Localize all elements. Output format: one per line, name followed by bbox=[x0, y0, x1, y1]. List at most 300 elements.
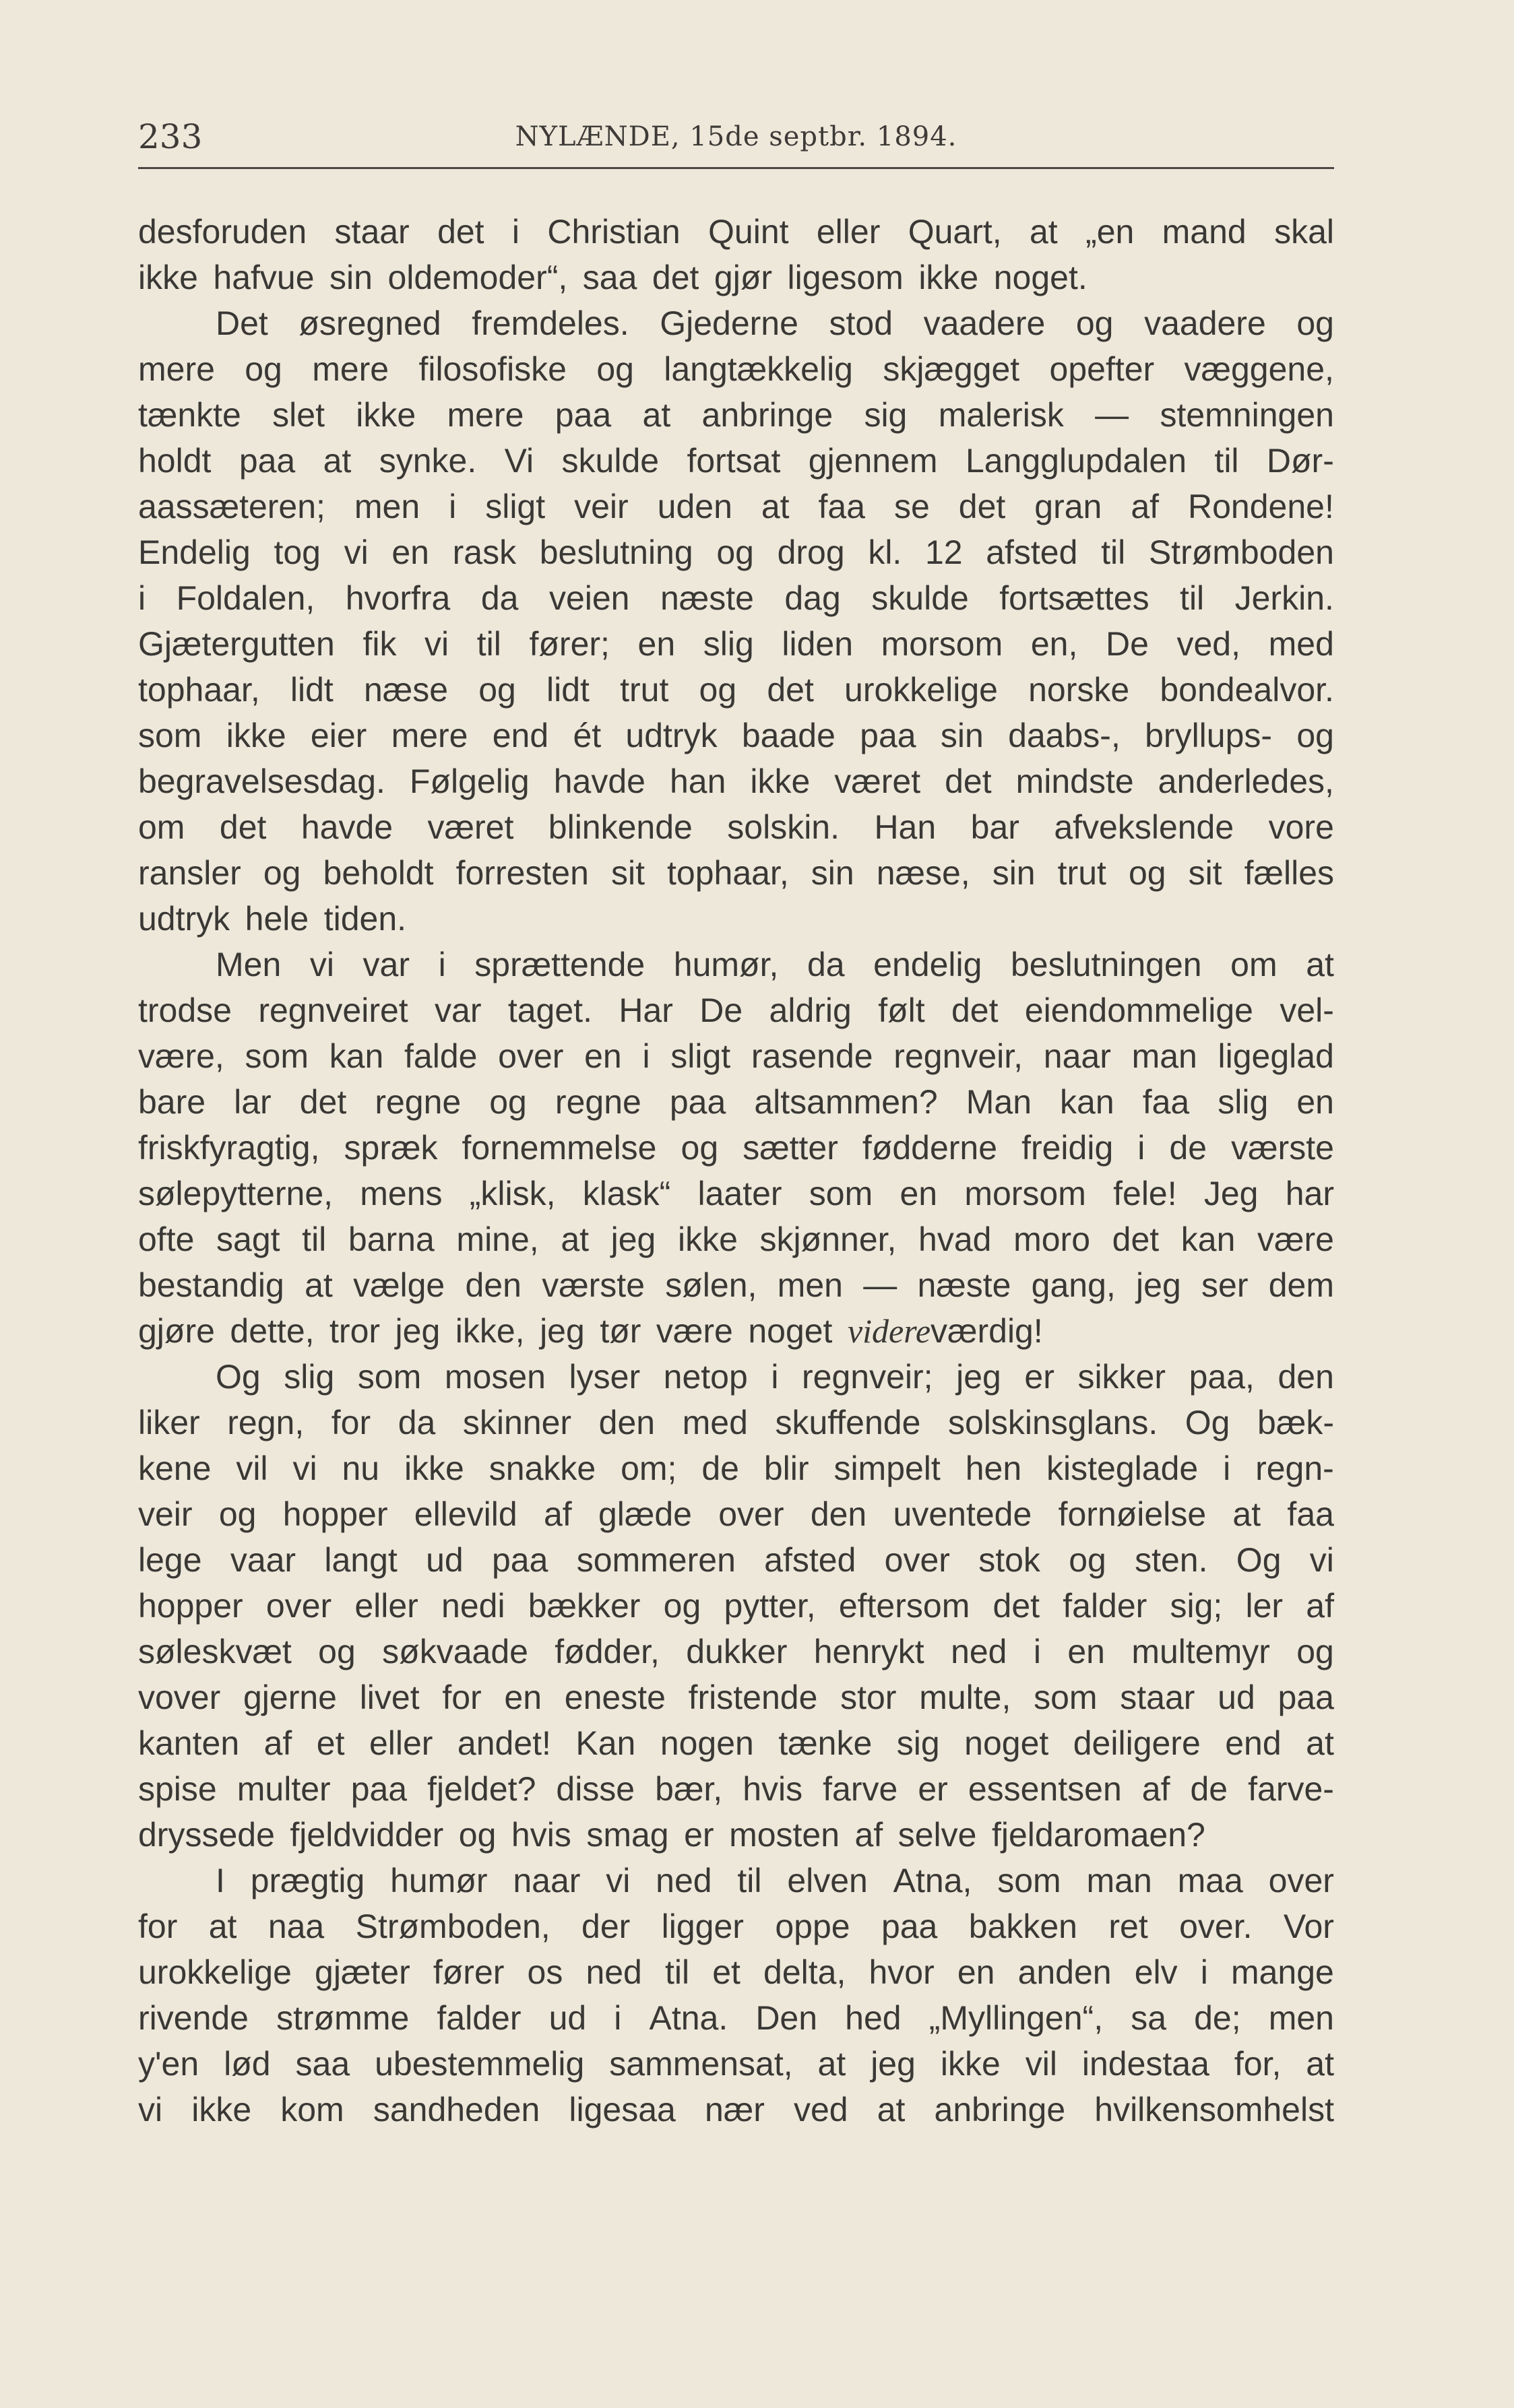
word: søleskvæt bbox=[138, 1633, 292, 1670]
word: solskin. bbox=[727, 808, 840, 846]
word: da bbox=[398, 1404, 436, 1441]
word: Langglupdalen bbox=[965, 442, 1187, 480]
word: mosten bbox=[729, 1816, 840, 1854]
word: som bbox=[245, 1037, 309, 1075]
word: regne bbox=[555, 1083, 641, 1121]
word: hafvue bbox=[213, 259, 315, 296]
word: ofte bbox=[138, 1221, 195, 1258]
word: kan bbox=[1060, 1083, 1114, 1121]
word: at bbox=[208, 1908, 237, 1945]
running-head: NYLÆNDE, 15de septbr. 1894. bbox=[515, 121, 957, 152]
word: sin bbox=[940, 717, 984, 754]
text-line bbox=[138, 1674, 1334, 1720]
word: vi bbox=[138, 2091, 163, 2128]
word: vaar bbox=[230, 1541, 296, 1579]
word: begravelsesdag. bbox=[138, 762, 385, 800]
word: tror bbox=[329, 1312, 381, 1350]
word: fødder, bbox=[555, 1633, 660, 1670]
word: anbringe bbox=[701, 396, 833, 434]
word: liden bbox=[782, 625, 854, 663]
word: desforuden bbox=[138, 213, 307, 251]
word: sommeren bbox=[576, 1541, 736, 1579]
word: ret bbox=[1108, 1908, 1148, 1945]
word: Jeg bbox=[1203, 1175, 1259, 1212]
word: søkvaade bbox=[382, 1633, 528, 1670]
word: at bbox=[817, 2045, 846, 2083]
word: til bbox=[302, 1221, 327, 1258]
word: kan bbox=[329, 1037, 384, 1075]
word: tør bbox=[600, 1312, 641, 1350]
word: Strømboden, bbox=[355, 1908, 550, 1945]
word: Har bbox=[619, 991, 673, 1029]
word: fører bbox=[433, 1953, 505, 1991]
text-line bbox=[138, 392, 1334, 438]
word: et bbox=[712, 1953, 740, 1991]
word: at bbox=[761, 488, 790, 525]
word: væggene, bbox=[1184, 350, 1334, 388]
word: for, bbox=[1234, 2045, 1282, 2083]
word: henrykt bbox=[813, 1633, 924, 1670]
word: Foldalen, bbox=[176, 579, 315, 617]
word: af bbox=[854, 1816, 883, 1854]
word: vi bbox=[1309, 1541, 1334, 1579]
word: maa bbox=[1177, 1862, 1243, 1899]
word: bæk- bbox=[1257, 1404, 1334, 1441]
word: mere bbox=[391, 717, 468, 754]
word: anderledes, bbox=[1158, 762, 1334, 800]
word: men bbox=[777, 1266, 843, 1304]
word: jeg bbox=[395, 1312, 441, 1350]
word: ikke bbox=[226, 717, 286, 754]
text-line bbox=[138, 2041, 1334, 2087]
word: livet bbox=[359, 1679, 420, 1716]
word: ved, bbox=[1176, 625, 1241, 663]
word: over bbox=[265, 1587, 332, 1625]
word: til bbox=[476, 625, 501, 663]
word: ikke bbox=[750, 762, 811, 800]
word: at bbox=[1306, 946, 1334, 983]
word: ned bbox=[951, 1633, 1007, 1670]
word: og bbox=[1075, 304, 1114, 342]
word: humør bbox=[390, 1862, 488, 1899]
word: nedi bbox=[441, 1587, 505, 1625]
word: regne bbox=[375, 1083, 462, 1121]
text-line bbox=[138, 1033, 1334, 1079]
word: fele! bbox=[1113, 1175, 1177, 1212]
word: og bbox=[681, 1129, 719, 1167]
word: vil bbox=[236, 1450, 268, 1487]
word: staar bbox=[334, 213, 410, 251]
word: fjeldvidder bbox=[290, 1816, 444, 1854]
word: og bbox=[478, 671, 516, 709]
word: De bbox=[699, 991, 743, 1029]
word: „Myllingen“, bbox=[928, 1999, 1104, 2037]
word: ellevild bbox=[414, 1495, 517, 1533]
word: Atna, bbox=[893, 1862, 972, 1899]
word: spræk bbox=[344, 1129, 438, 1167]
word: skulde bbox=[561, 442, 660, 480]
word: drog bbox=[777, 533, 845, 571]
word: ikke bbox=[138, 259, 198, 296]
word: indestaa bbox=[1081, 2045, 1209, 2083]
word: kene bbox=[138, 1450, 212, 1487]
word: farve bbox=[823, 1770, 898, 1808]
text-line bbox=[138, 300, 1334, 346]
word: som bbox=[138, 717, 202, 754]
word: fælles bbox=[1244, 854, 1334, 892]
word: os bbox=[527, 1953, 563, 1991]
word: Endelig bbox=[138, 533, 251, 571]
word: og bbox=[1296, 1633, 1334, 1670]
word: skuffende bbox=[775, 1404, 921, 1441]
word: friskfyragtig, bbox=[138, 1129, 320, 1167]
word: lidt bbox=[290, 671, 334, 709]
text-line bbox=[138, 209, 1334, 255]
word: til bbox=[737, 1862, 762, 1899]
word: paa bbox=[860, 717, 916, 754]
word: ikke bbox=[356, 396, 416, 434]
text-line bbox=[138, 896, 1334, 942]
word: noget bbox=[964, 1724, 1049, 1762]
word: altsammen? bbox=[754, 1083, 938, 1121]
word: andet! bbox=[457, 1724, 551, 1762]
word: jeg bbox=[871, 2045, 916, 2083]
word: humør, bbox=[673, 946, 779, 983]
word: elven bbox=[787, 1862, 868, 1899]
word: jeg bbox=[956, 1358, 1001, 1396]
text-line bbox=[138, 2087, 1334, 2133]
word: i bbox=[511, 213, 520, 251]
word: sølepytterne, bbox=[138, 1175, 334, 1212]
word: paa bbox=[669, 1083, 726, 1121]
word: Den bbox=[755, 1999, 818, 2037]
word: „en bbox=[1085, 213, 1135, 251]
word: afsted bbox=[986, 533, 1078, 571]
word: tophaar, bbox=[667, 854, 789, 892]
word: tænke bbox=[778, 1724, 873, 1762]
word: naar bbox=[1043, 1037, 1111, 1075]
word: den bbox=[465, 1266, 522, 1304]
word: mens bbox=[360, 1175, 443, 1212]
word: og bbox=[318, 1633, 356, 1670]
word: liker bbox=[138, 1404, 200, 1441]
text-line bbox=[138, 484, 1334, 529]
word: slig bbox=[1218, 1083, 1269, 1121]
word: til bbox=[1214, 442, 1239, 480]
word: anden bbox=[1017, 1953, 1112, 1991]
word: kom bbox=[280, 2091, 344, 2128]
word: gjerne bbox=[243, 1679, 337, 1716]
word: urokkelige bbox=[138, 1953, 292, 1991]
word: i bbox=[614, 1999, 622, 2037]
word: selve bbox=[897, 1816, 977, 1854]
word: vore bbox=[1268, 808, 1334, 846]
word: paa bbox=[491, 1541, 548, 1579]
word: sikker bbox=[1077, 1358, 1166, 1396]
word: det bbox=[767, 671, 814, 709]
word: barna bbox=[348, 1221, 435, 1258]
word: ikke bbox=[678, 1221, 738, 1258]
word: gjør bbox=[714, 259, 773, 296]
word: sin bbox=[329, 259, 373, 296]
text-line bbox=[138, 1537, 1334, 1583]
word: sætter bbox=[743, 1129, 838, 1167]
word: det bbox=[958, 488, 1006, 525]
word: sit bbox=[1188, 854, 1222, 892]
word: og bbox=[596, 350, 634, 388]
text-line bbox=[138, 255, 1334, 300]
word: multe, bbox=[919, 1679, 1011, 1716]
word: nu bbox=[342, 1450, 380, 1487]
word: over bbox=[1268, 1862, 1334, 1899]
word: den bbox=[1278, 1358, 1334, 1396]
word: skulde bbox=[871, 579, 969, 617]
word: næse bbox=[363, 671, 449, 709]
word: blinkende bbox=[548, 808, 693, 846]
word: ikke bbox=[404, 1450, 464, 1487]
word: ud bbox=[1218, 1679, 1255, 1716]
word: regnveiret bbox=[258, 991, 408, 1029]
word: bær, bbox=[655, 1770, 723, 1808]
word: til bbox=[1101, 533, 1126, 571]
word: Rondene! bbox=[1188, 488, 1334, 525]
word: rivende bbox=[138, 1999, 249, 2037]
word: ved bbox=[794, 2091, 848, 2128]
word: nogen bbox=[660, 1724, 754, 1762]
word: ubestemmelig bbox=[375, 2045, 585, 2083]
word: følt bbox=[878, 991, 925, 1029]
word: vælge bbox=[353, 1266, 445, 1304]
word: med bbox=[1268, 625, 1334, 663]
word: trut bbox=[620, 671, 669, 709]
word: det bbox=[652, 259, 699, 296]
word: gang, bbox=[1031, 1266, 1116, 1304]
word: er bbox=[684, 1816, 714, 1854]
word: man bbox=[1086, 1862, 1152, 1899]
word: y'en bbox=[138, 2045, 199, 2083]
word: bondealvor. bbox=[1160, 671, 1334, 709]
word: en bbox=[900, 1175, 938, 1212]
word: gran bbox=[1034, 488, 1102, 525]
word: og bbox=[1128, 854, 1166, 892]
text-line bbox=[138, 1583, 1334, 1629]
word: bare bbox=[138, 1083, 206, 1121]
word: i bbox=[771, 1358, 779, 1396]
word: mine, bbox=[456, 1221, 539, 1258]
word: fører; bbox=[529, 625, 610, 663]
word: glæde bbox=[598, 1495, 692, 1533]
word: ser bbox=[1201, 1266, 1249, 1304]
text-line bbox=[138, 438, 1334, 484]
word: Gjederne bbox=[660, 304, 798, 342]
text-line bbox=[138, 1995, 1334, 2041]
word: om; bbox=[621, 1450, 677, 1487]
word: som bbox=[1034, 1679, 1098, 1716]
word: hvis bbox=[511, 1816, 571, 1854]
page-header bbox=[138, 113, 1334, 169]
word: paa, bbox=[1189, 1358, 1255, 1396]
word: laater bbox=[697, 1175, 782, 1212]
word: fornøielse bbox=[1058, 1495, 1207, 1533]
word: som bbox=[357, 1358, 422, 1396]
word: saa bbox=[295, 2045, 350, 2083]
word: kan bbox=[1180, 1221, 1236, 1258]
word: ud bbox=[426, 1541, 464, 1579]
word: stemningen bbox=[1160, 396, 1334, 434]
word: netop bbox=[663, 1358, 748, 1396]
word: morsom bbox=[964, 1175, 1086, 1212]
word: for bbox=[331, 1404, 371, 1441]
word: og bbox=[489, 1083, 527, 1121]
word: lege bbox=[138, 1541, 202, 1579]
word: fik bbox=[362, 625, 397, 663]
word: mere bbox=[312, 350, 389, 388]
word: sig; bbox=[1170, 1587, 1223, 1625]
word: det bbox=[945, 762, 992, 800]
text-line bbox=[138, 987, 1334, 1033]
word: og bbox=[1069, 1541, 1106, 1579]
word: mange bbox=[1230, 1953, 1334, 1991]
word: hvilkensomhelst bbox=[1094, 2091, 1334, 2128]
word: de bbox=[701, 1450, 739, 1487]
word: nær bbox=[704, 2091, 765, 2128]
word: over bbox=[884, 1541, 950, 1579]
word: pytter, bbox=[724, 1587, 816, 1625]
word: fristende bbox=[688, 1679, 818, 1716]
word: synke. bbox=[379, 442, 477, 480]
word: i bbox=[449, 488, 457, 525]
word: 12 bbox=[924, 533, 963, 571]
word: gjøre bbox=[138, 1312, 215, 1350]
word: mere bbox=[447, 396, 524, 434]
word: hopper bbox=[282, 1495, 388, 1533]
word: Følgelig bbox=[409, 762, 530, 800]
word: vi bbox=[606, 1862, 631, 1899]
word: havde bbox=[553, 762, 645, 800]
word: og bbox=[716, 533, 754, 571]
word: at bbox=[642, 396, 671, 434]
word: udtryk bbox=[625, 717, 718, 754]
word: paa bbox=[881, 1908, 938, 1945]
word: sammensat, bbox=[609, 2045, 793, 2083]
word: da bbox=[807, 946, 845, 983]
word: og bbox=[699, 671, 737, 709]
word: fjeldet? bbox=[427, 1770, 536, 1808]
word: Men bbox=[216, 946, 282, 983]
word: hvor bbox=[869, 1953, 935, 1991]
word: Vor bbox=[1283, 1908, 1334, 1945]
word: over. bbox=[1179, 1908, 1253, 1945]
word: vi bbox=[344, 533, 369, 571]
word: en bbox=[957, 1953, 995, 1991]
word: eller bbox=[369, 1724, 433, 1762]
word: Jerkin. bbox=[1234, 579, 1334, 617]
word: er bbox=[918, 1770, 948, 1808]
word: hopper bbox=[138, 1587, 243, 1625]
word: eller bbox=[816, 213, 881, 251]
word: at bbox=[1030, 213, 1058, 251]
word: blir bbox=[763, 1450, 809, 1487]
word: været bbox=[427, 808, 514, 846]
word: „klisk, bbox=[469, 1175, 556, 1212]
word: bakken bbox=[968, 1908, 1077, 1945]
word: hed bbox=[845, 1999, 902, 2037]
word: ligger bbox=[661, 1908, 744, 1945]
word: lar bbox=[234, 1083, 272, 1121]
text-line bbox=[138, 1400, 1334, 1445]
text-line bbox=[138, 1079, 1334, 1125]
word: — bbox=[1095, 396, 1129, 434]
word: bækker bbox=[528, 1587, 641, 1625]
word: en bbox=[1296, 1083, 1334, 1121]
word: fjeldaromaen? bbox=[991, 1816, 1205, 1854]
word: elv bbox=[1134, 1953, 1178, 1991]
word: vover bbox=[138, 1679, 221, 1716]
word: paa bbox=[555, 396, 612, 434]
word: den bbox=[810, 1495, 867, 1533]
word: sten. bbox=[1135, 1541, 1208, 1579]
word: lidt bbox=[546, 671, 590, 709]
word: skal bbox=[1274, 213, 1334, 251]
word: veir bbox=[138, 1495, 193, 1533]
word: i bbox=[1033, 1633, 1041, 1670]
word: at bbox=[323, 442, 352, 480]
word: dryssede bbox=[138, 1816, 275, 1854]
word: slig bbox=[703, 625, 754, 663]
word: naa bbox=[267, 1908, 325, 1945]
word: i bbox=[642, 1037, 650, 1075]
word: ikke bbox=[191, 2091, 252, 2128]
word: beholdt bbox=[323, 854, 434, 892]
word: paa bbox=[1278, 1679, 1334, 1716]
word: mosen bbox=[444, 1358, 546, 1396]
word: udtryk bbox=[138, 900, 230, 938]
word: se bbox=[894, 488, 930, 525]
word: af bbox=[1141, 1770, 1170, 1808]
word: snakke bbox=[488, 1450, 596, 1487]
word: dukker bbox=[686, 1633, 788, 1670]
word: skjønner, bbox=[759, 1221, 897, 1258]
word: deiligere bbox=[1073, 1724, 1201, 1762]
word: hvorfra bbox=[345, 579, 451, 617]
text-line bbox=[138, 1354, 1334, 1400]
word: havde bbox=[301, 808, 393, 846]
word: simpelt bbox=[833, 1450, 941, 1487]
word: sølen, bbox=[665, 1266, 757, 1304]
word: der bbox=[581, 1908, 631, 1945]
text-line bbox=[138, 713, 1334, 758]
word: endelig bbox=[873, 946, 982, 983]
word: og bbox=[263, 854, 301, 892]
word: langtækkelig bbox=[664, 350, 853, 388]
word: af bbox=[543, 1495, 572, 1533]
word: sin bbox=[992, 854, 1036, 892]
word: solskinsglans. bbox=[947, 1404, 1158, 1441]
word: oppe bbox=[775, 1908, 850, 1945]
word: forresten bbox=[455, 854, 589, 892]
word: af bbox=[1131, 488, 1160, 525]
word: for bbox=[442, 1679, 482, 1716]
word: vel- bbox=[1280, 991, 1334, 1029]
word: noget. bbox=[993, 259, 1087, 296]
word: smag bbox=[586, 1816, 669, 1854]
word: sligt bbox=[485, 488, 546, 525]
word: fremdeles. bbox=[472, 304, 629, 342]
word: multer bbox=[236, 1770, 331, 1808]
word: essentsen bbox=[968, 1770, 1122, 1808]
word: tænkte bbox=[138, 396, 241, 434]
word: være bbox=[656, 1312, 733, 1350]
